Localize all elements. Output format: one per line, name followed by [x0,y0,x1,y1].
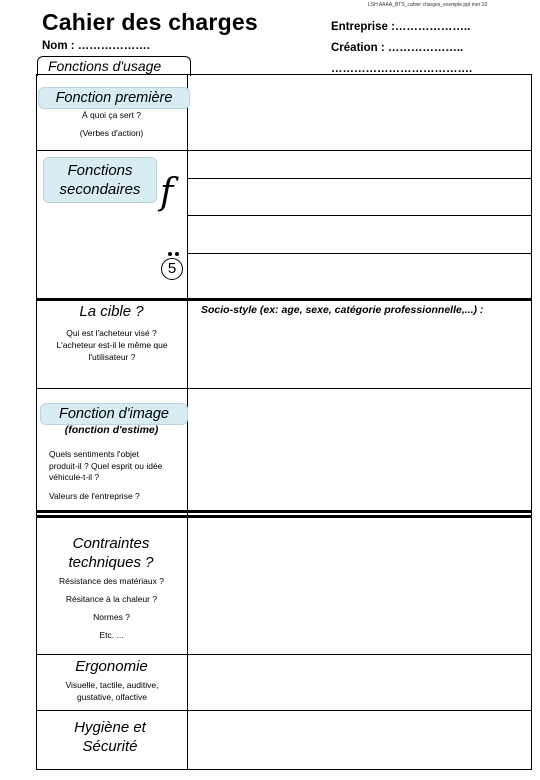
contrainte-item: Résitance à la chaleur ? [65,594,158,604]
section-divider [36,510,532,513]
ergonomie-description: Visuelle, tactile, auditive, gustative, olfactive [65,680,159,702]
nom-field: Nom : ………………. [42,40,150,52]
socio-style-label: Socio-style (ex: age, sexe, catégorie professionnelle,...) : [201,304,484,316]
dots-line: ………………………………. [331,63,473,75]
section-divider [36,515,532,518]
fonction-premiere-question: À quoi ça sert ? [81,110,142,120]
secondary-line [187,215,532,216]
table-top-border [36,74,532,75]
entreprise-field: Entreprise :……………….. [331,21,471,33]
fonctions-usage-tab: Fonctions d'usage [37,56,191,76]
page-title: Cahier des charges [42,9,258,35]
fonction-image-subtitle: (fonction d'estime) [64,424,159,436]
double-dots-icon [164,245,184,253]
creation-field: Création : ……………….. [331,42,464,54]
la-cible-question-2: L'acheteur est-il le même que l'utilisateur ? [56,340,168,362]
la-cible-question-1: Qui est l'acheteur visé ? [66,328,157,338]
contrainte-item: Normes ? [93,612,130,622]
la-cible-title: La cible ? [79,303,144,320]
file-reference: LSH AAAA_BTS_cahier charges_exemple.ppt mer 10 [368,2,488,8]
fonction-image-question-1: Quels sentiments l'objet produit-il ? Quel esprit ou idée véhicule-t-il ? [49,449,163,482]
fonctions-secondaires-label: Fonctions secondaires [43,157,157,203]
fonction-image-question-2: Valeurs de l'entreprise ? [49,491,140,501]
row-divider [36,710,532,711]
ergonomie-title: Ergonomie [75,658,148,675]
contrainte-item: Etc. ... [99,630,124,640]
hygiene-securite-title: Hygiène et Sécurité [74,719,146,755]
contraintes-title: Contraintes techniques ? [68,535,154,571]
row-divider [36,654,532,655]
table-bottom-border [36,769,532,770]
secondary-line [187,253,532,254]
row-divider [36,150,532,151]
count-five-badge: 5 [161,258,183,280]
contrainte-item: Résistance des matériaux ? [59,576,164,586]
secondary-line [187,178,532,179]
row-divider [36,388,532,389]
section-divider [36,298,532,301]
fonction-premiere-hint: (Verbes d'action) [79,128,144,138]
function-f-symbol: f [160,172,174,213]
fonction-image-label: Fonction d'image [40,403,188,425]
fonction-premiere-label: Fonction première [38,87,190,109]
